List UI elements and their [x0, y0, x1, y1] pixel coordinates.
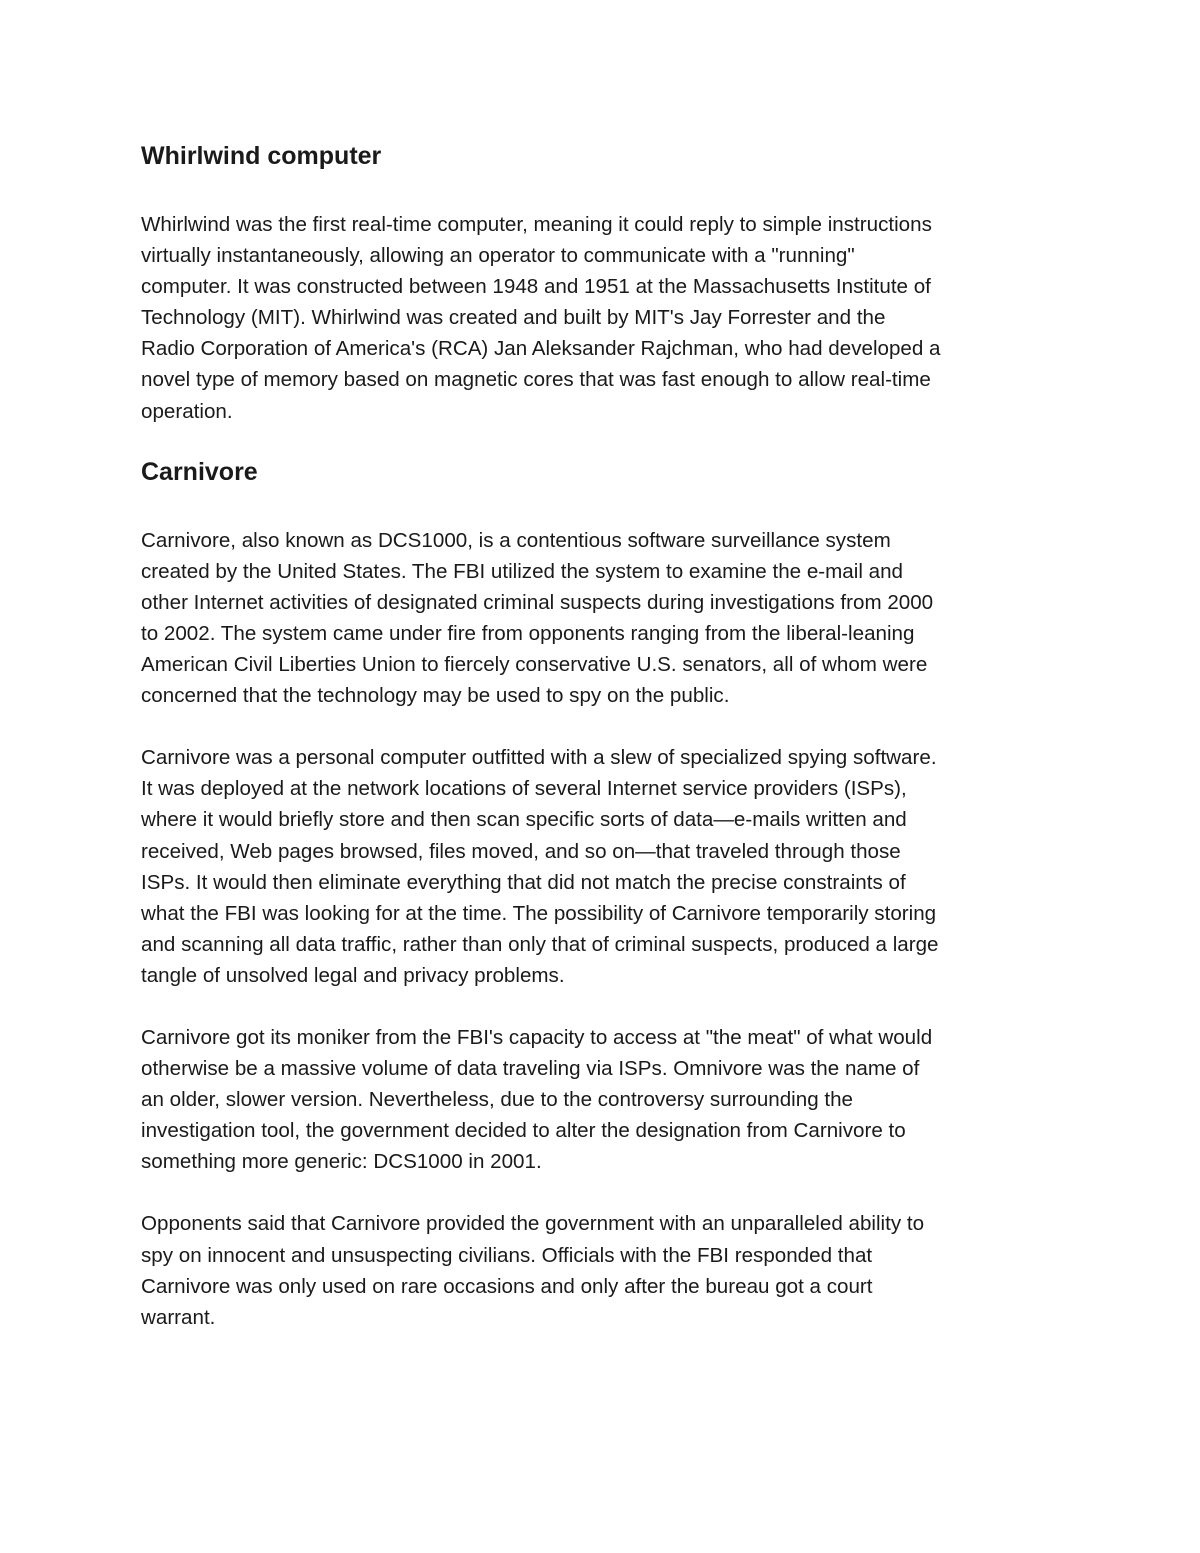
- text-line: to 2002. The system came under fire from opponents ranging from the liberal-leaning: [141, 621, 915, 645]
- text-line: something more generic: DCS1000 in 2001.: [141, 1150, 542, 1174]
- text-line: other Internet activities of designated criminal suspects during investigations from 2000: [141, 590, 934, 614]
- text-line: virtually instantaneously, allowing an operator to communicate with a "running": [141, 244, 855, 268]
- text-line: created by the United States. The FBI utilized the system to examine the e-mail and: [141, 559, 903, 583]
- paragraph: [141, 525, 1071, 712]
- text-line: spy on innocent and unsuspecting civilians. Officials with the FBI responded that: [141, 1243, 873, 1267]
- text-line: Radio Corporation of America's (RCA) Jan Aleksander Rajchman, who had developed a: [141, 337, 941, 361]
- text-line: Carnivore, also known as DCS1000, is a contentious software surveillance system: [141, 528, 891, 552]
- text-line: computer. It was constructed between 1948 and 1951 at the Massachusetts Institute of: [141, 275, 931, 299]
- text-line: and scanning all data traffic, rather than only that of criminal suspects, produced a large: [141, 932, 939, 956]
- text-line: American Civil Liberties Union to fiercely conservative U.S. senators, all of whom were: [141, 653, 928, 677]
- text-line: Technology (MIT). Whirlwind was created and built by MIT's Jay Forrester and the: [141, 306, 886, 330]
- text-line: concerned that the technology may be used to spy on the public.: [141, 684, 730, 708]
- section-heading-carnivore: Carnivore: [141, 457, 258, 486]
- text-line: Carnivore was only used on rare occasions and only after the bureau got a court: [141, 1274, 873, 1298]
- text-line: warrant.: [141, 1305, 216, 1329]
- text-line: Whirlwind was the first real-time computer, meaning it could reply to simple instructions: [141, 213, 932, 236]
- paragraph: [141, 742, 1071, 991]
- text-line: Carnivore got its moniker from the FBI's capacity to access at "the meat" of what would: [141, 1025, 933, 1049]
- text-line: novel type of memory based on magnetic cores that was fast enough to allow real-time: [141, 368, 931, 392]
- paragraph: [141, 209, 1071, 427]
- paragraph: [141, 1022, 1071, 1177]
- text-line: an older, slower version. Nevertheless, due to the controversy surrounding the: [141, 1088, 854, 1112]
- text-line: ISPs. It would then eliminate everything that did not match the precise constraints of: [141, 870, 906, 894]
- text-line: where it would briefly store and then scan specific sorts of data—e-mails written and: [141, 808, 907, 832]
- section-heading-whirlwind: Whirlwind computer: [141, 142, 382, 170]
- document-content: [141, 138, 1071, 1333]
- text-line: operation.: [141, 399, 233, 423]
- text-line: Opponents said that Carnivore provided the government with an unparalleled ability to: [141, 1212, 925, 1236]
- text-line: received, Web pages browsed, files moved, and so on—that traveled through those: [141, 839, 901, 863]
- text-line: investigation tool, the government decided to alter the designation from Carnivore to: [141, 1119, 906, 1143]
- paragraph: [141, 1208, 1071, 1332]
- text-line: It was deployed at the network locations of several Internet service providers (ISPs),: [141, 777, 907, 801]
- text-line: Carnivore was a personal computer outfitted with a slew of specialized spying software.: [141, 746, 937, 770]
- text-line: tangle of unsolved legal and privacy problems.: [141, 963, 565, 987]
- text-line: what the FBI was looking for at the time. The possibility of Carnivore temporarily storing: [141, 901, 937, 925]
- text-line: otherwise be a massive volume of data traveling via ISPs. Omnivore was the name of: [141, 1057, 920, 1081]
